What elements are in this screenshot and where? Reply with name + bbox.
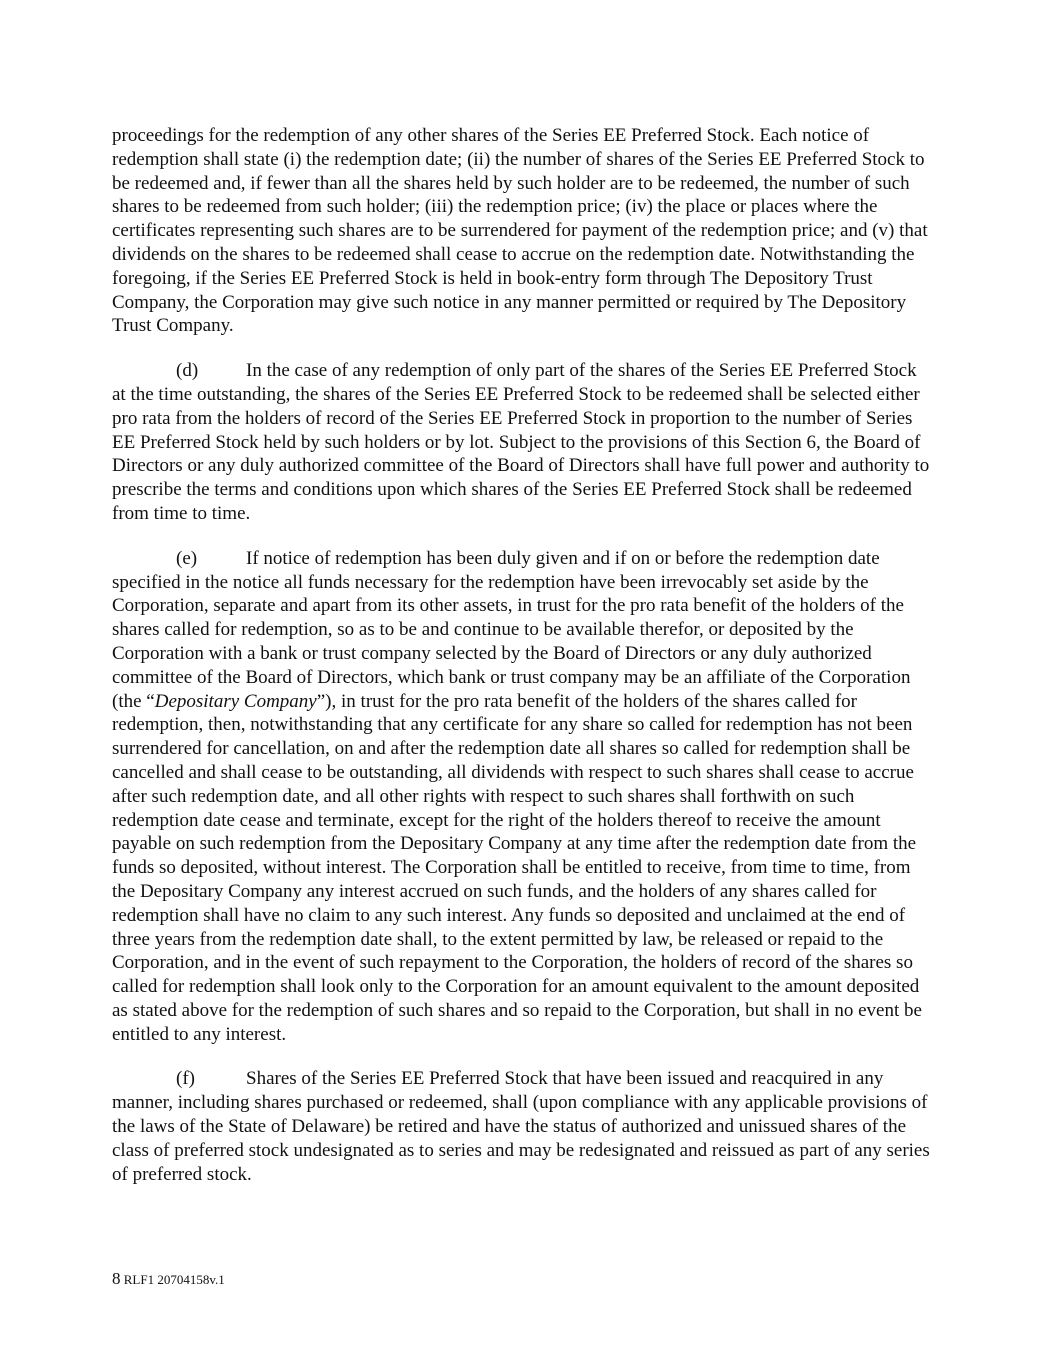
paragraph-c-continuation [112,124,934,338]
paragraph-text: proceedings for the redemption of any other shares of the Series EE Preferred Stock. Each notice of redemption shall state (i) the redemption date; (ii) the number of shares of the Series EE Preferred Stock to be redeemed and, if fewer than all the shares held by such holder are to be redeemed, the number of such shares to be redeemed from such holder; (iii) the redemption price; (iv) the place or places where the certificates representing such shares are to be surrendered for payment of the redemption price; and (v) that dividends on the shares to be redeemed shall cease to accrue on the redemption date. Notwithstanding the foregoing, if the Series EE Preferred Stock is held in book-entry form through The Depository Trust Company, the Corporation may give such notice in any manner permitted or required by The Depository Trust Company. [112,125,928,337]
paragraph-e [112,547,934,1047]
paragraph-text-before: If notice of redemption has been duly given and if on or before the redemption date specified in the notice all funds necessary for the redemption have been irrevocably set aside by the Corporation, separate and apart from its other assets, in trust for the pro rata benefit of the holders of the shares called for redemption, so as to be and continue to be available therefor, or deposited by the Corporation with a bank or trust company selected by the Board of Directors or any duly authorized committee of the Board of Directors, which bank or trust company may be an affiliate of the Corporation (the “ [112,547,911,712]
paragraph-d [112,359,934,526]
paragraph-f [112,1067,934,1186]
page-footer [112,1269,225,1289]
paragraph-text: Shares of the Series EE Preferred Stock that have been issued and reacquired in any manner, including shares purchased or redeemed, shall (upon compliance with any applicable provisions of the laws of the State of Delaware) be retired and have the status of authorized and unissued shares of the class of preferred stock undesignated as to series and may be redesignated and reissued as part of any series of preferred stock. [112,1068,930,1185]
paragraph-label: (e) [176,547,198,569]
document-id: RLF1 20704158v.1 [123,1272,225,1287]
defined-term: Depositary Company [154,690,317,712]
document-page [112,124,934,1207]
paragraph-label: (f) [176,1068,195,1090]
page-number: 8 [112,1269,121,1288]
paragraph-text-after: ”), in trust for the pro rata benefit of the holders of the shares called for redemption, then, notwithstanding that any certificate for any share so called for redemption has not been surrendered for cancellation, on and after the redemption date all shares so called for redemption shall be cancelled and shall cease to be outstanding, all dividends with respect to such shares shall cease to accrue after such redemption date, and all other rights with respect to such shares shall forthwith on such redemption date cease and terminate, except for the right of the holders thereof to receive the amount payable on such redemption from the Depositary Company at any time after the redemption date from the funds so deposited, without interest. The Corporation shall be entitled to receive, from time to time, from the Depositary Company any interest accrued on such funds, and the holders of any shares called for redemption shall have no claim to any such interest. Any funds so deposited and unclaimed at the end of three years from the redemption date shall, to the extent permitted by law, be released or repaid to the Corporation, and in the event of such repayment to the Corporation, the holders of record of the shares so called for redemption shall look only to the Corporation for an amount equivalent to the amount deposited as stated above for the redemption of such shares and so repaid to the Corporation, but shall in no event be entitled to any interest. [112,690,922,1045]
paragraph-text: In the case of any redemption of only part of the shares of the Series EE Preferred Stock at the time outstanding, the shares of the Series EE Preferred Stock to be redeemed shall be selected either pro rata from the holders of record of the Series EE Preferred Stock in proportion to the number of Series EE Preferred Stock held by such holders or by lot. Subject to the provisions of this Section 6, the Board of Directors or any duly authorized committee of the Board of Directors shall have full power and authority to prescribe the terms and conditions upon which shares of the Series EE Preferred Stock shall be redeemed from time to time. [112,360,930,524]
paragraph-label: (d) [176,360,199,382]
